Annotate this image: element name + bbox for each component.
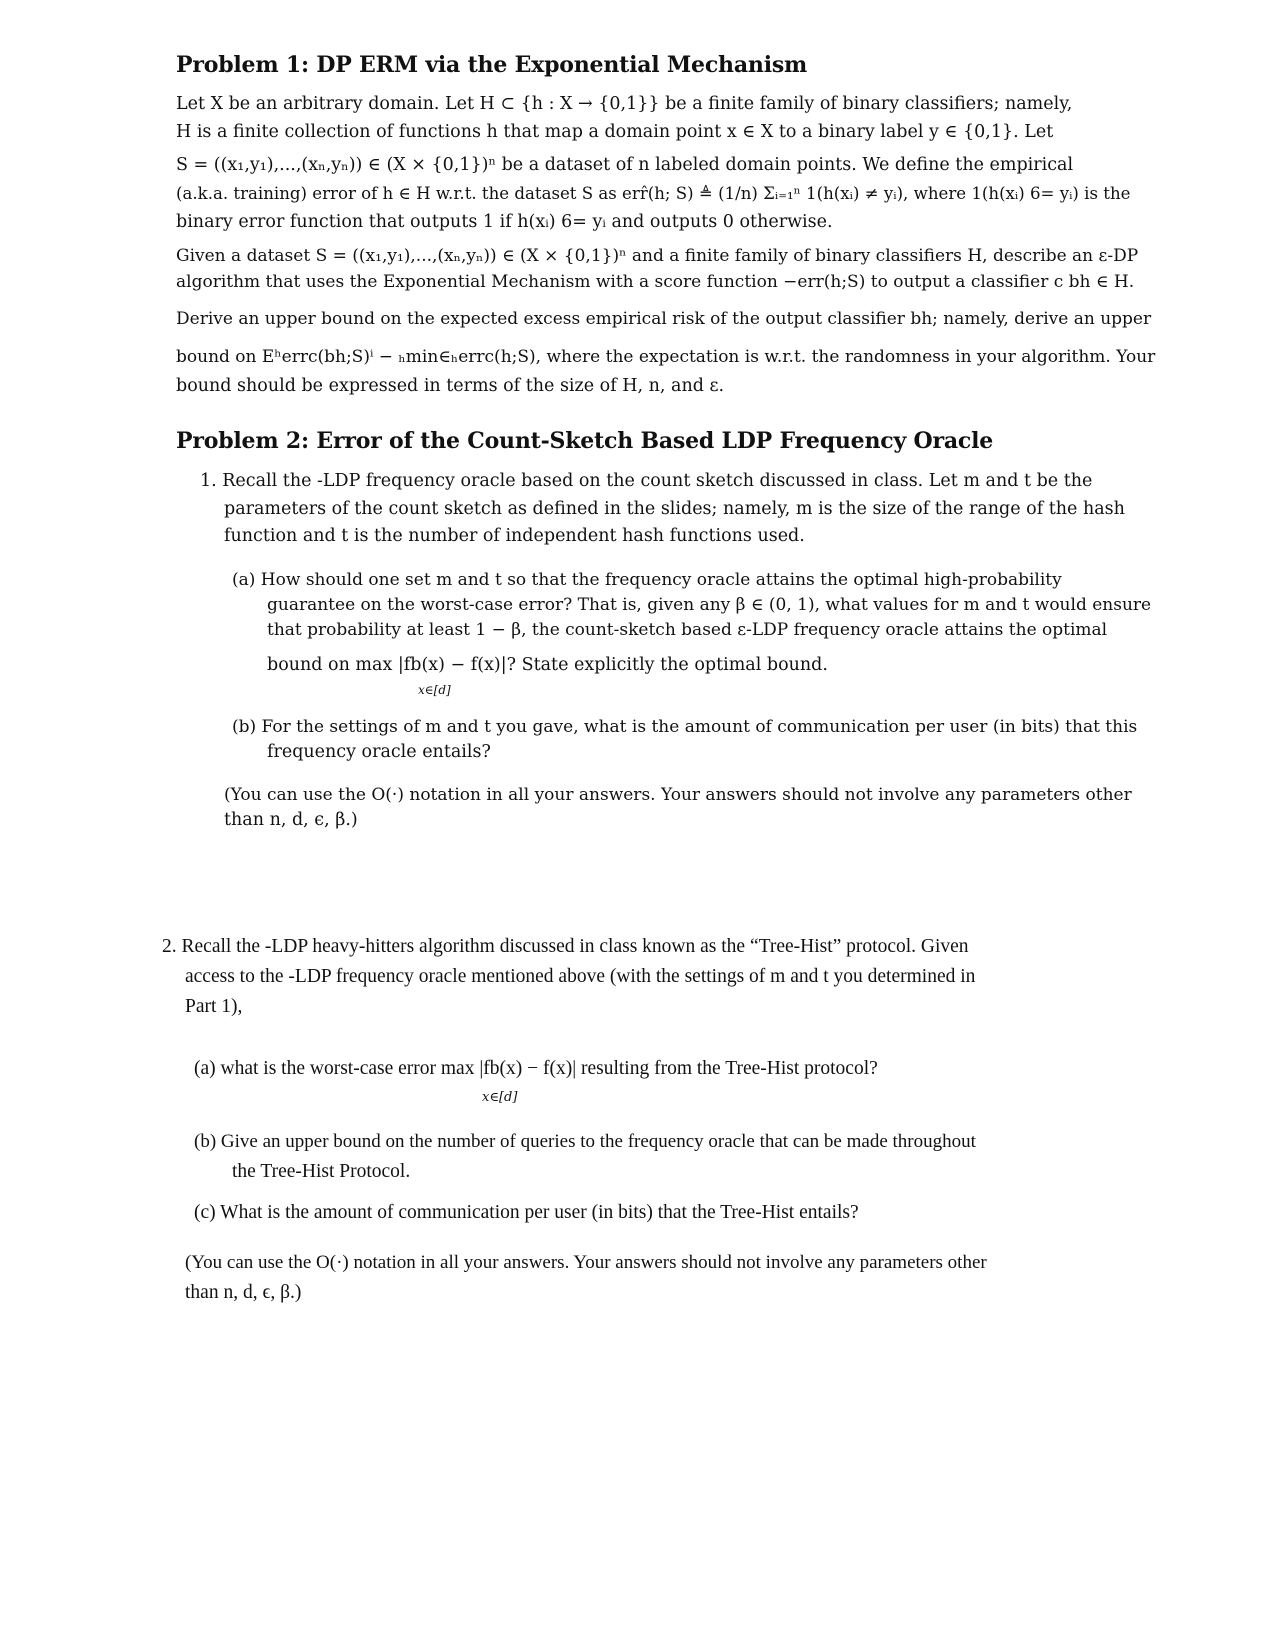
- problem1-line-10: bound should be expressed in terms of the size of H, n, and ε.: [176, 376, 725, 396]
- problem2-part1b-line-2: frequency oracle entails?: [267, 742, 491, 762]
- problem2-part1-note-line-1: (You can use the O(·) notation in all your answers. Your answers should not involve any parameters other: [224, 785, 1132, 805]
- problem1-line-3: S = ((x₁,y₁),...,(xₙ,yₙ)) ∈ (X × {0,1})ⁿ be a dataset of n labeled domain points. We define the empirical: [176, 155, 1074, 175]
- problem1-line-7: algorithm that uses the Exponential Mechanism with a score function −err(h;S) to output a classifier c bh ∈ H.: [176, 272, 1135, 292]
- problem2-part1a-line-2: guarantee on the worst-case error? That is, given any β ∈ (0, 1), what values for m and t would ensure: [267, 595, 1152, 615]
- problem2-part2-note-line-2: than n, d, ϵ, β.): [185, 1282, 302, 1303]
- problem1-line-1: Let X be an arbitrary domain. Let H ⊂ {h : X → {0,1}} be a finite family of binary classifiers; namely,: [176, 94, 1073, 114]
- problem1-line-5: binary error function that outputs 1 if h(xᵢ) 6= yᵢ and outputs 0 otherwise.: [176, 212, 833, 232]
- problem2-part1a-line-4: bound on max |fb(x) − f(x)|? State explicitly the optimal bound.: [267, 655, 828, 675]
- problem1-line-2: H is a finite collection of functions h that map a domain point x ∈ X to a binary label y ∈ {0,1}. Let: [176, 122, 1054, 142]
- problem2-part2a: (a) what is the worst-case error max |fb(x) − f(x)| resulting from the Tree-Hist protocol?: [194, 1058, 878, 1079]
- problem1-line-8: Derive an upper bound on the expected excess empirical risk of the output classifier bh; namely, derive an upper: [176, 309, 1152, 329]
- problem2-heading: Problem 2: Error of the Count-Sketch Based LDP Frequency Oracle: [176, 428, 994, 454]
- problem1-line-4: (a.k.a. training) error of h ∈ H w.r.t. the dataset S as err̂(h; S) ≜ (1/n) Σᵢ₌₁ⁿ 1(h(xᵢ) ≠ yᵢ), where 1(h(xᵢ) 6= yᵢ) is the: [176, 184, 1131, 203]
- problem1-line-6: Given a dataset S = ((x₁,y₁),...,(xₙ,yₙ)) ∈ (X × {0,1})ⁿ and a finite family of binary classifiers H, describe an ε-DP: [176, 246, 1139, 266]
- problem2-part2b-line-1: (b) Give an upper bound on the number of queries to the frequency oracle that can be made throughout: [194, 1131, 976, 1152]
- problem2-part2a-subscript: x∈[d]: [482, 1090, 518, 1105]
- problem2-part2-line-2: access to the -LDP frequency oracle mentioned above (with the settings of m and t you determined in: [185, 966, 976, 987]
- problem2-part1a-line-1: (a) How should one set m and t so that the frequency oracle attains the optimal high-probability: [232, 570, 1062, 590]
- problem2-part1b-line-1: (b) For the settings of m and t you gave, what is the amount of communication per user (in bits) that this: [232, 717, 1138, 737]
- problem2-part1-line-3: function and t is the number of independent hash functions used.: [224, 526, 805, 546]
- problem2-part2b-line-2: the Tree-Hist Protocol.: [232, 1161, 411, 1182]
- problem2-part2-line-1: 2. Recall the -LDP heavy-hitters algorithm discussed in class known as the “Tree-Hist” protocol. Given: [162, 936, 969, 957]
- problem2-part2-note-line-1: (You can use the O(·) notation in all your answers. Your answers should not involve any parameters other: [185, 1252, 987, 1273]
- problem2-part1a-line-3: that probability at least 1 − β, the count-sketch based ε-LDP frequency oracle attains the optimal: [267, 620, 1108, 640]
- problem2-part1-note-line-2: than n, d, ϵ, β.): [224, 810, 358, 830]
- problem2-part1a-subscript: x∈[d]: [418, 683, 451, 697]
- problem2-part2c: (c) What is the amount of communication per user (in bits) that the Tree-Hist entails?: [194, 1202, 859, 1223]
- problem2-part1-line-1: 1. Recall the -LDP frequency oracle based on the count sketch discussed in class. Let m and t be the: [200, 471, 1093, 491]
- problem2-part2-line-3: Part 1),: [185, 996, 243, 1017]
- problem2-part1-line-2: parameters of the count sketch as defined in the slides; namely, m is the size of the range of the hash: [224, 499, 1125, 519]
- problem1-heading: Problem 1: DP ERM via the Exponential Mechanism: [176, 52, 808, 78]
- problem1-line-9: bound on Eʰerrc(bh;S)ⁱ − ₕmin∈ₕerrc(h;S), where the expectation is w.r.t. the randomness in your algorithm. Your: [176, 347, 1156, 367]
